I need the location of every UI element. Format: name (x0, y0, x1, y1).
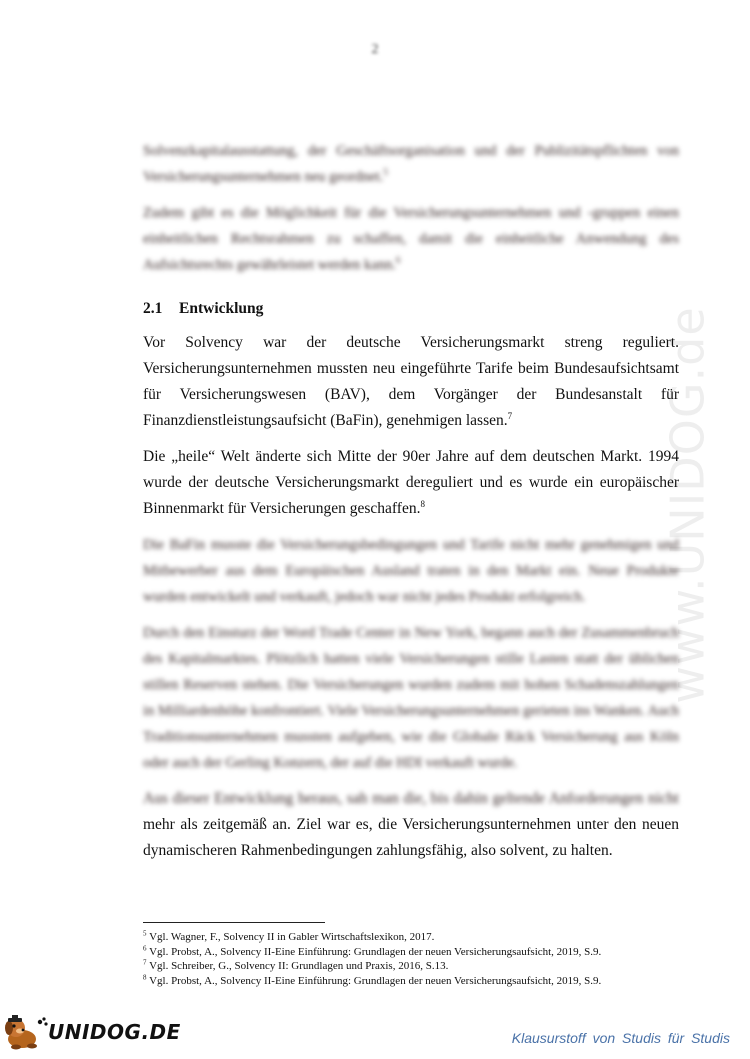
watermark-text: www.UNIDOG.de (661, 306, 715, 704)
logo-text: UNIDOG.DE (48, 1020, 181, 1044)
footnote-ref: 7 (507, 410, 513, 421)
page-number: 2 (371, 42, 379, 57)
paragraph-deregulation (143, 444, 679, 522)
paragraph-text: Solvenzkapitalausstattung, der Geschäftsorganisation und der Publizitätspflichten von Versicherungsunternehmen neu geordnet. (143, 143, 679, 185)
footnote-number: 8 (143, 972, 147, 981)
blurred-paragraph-1 (143, 138, 679, 190)
paragraph-text: Die „heile“ Welt änderte sich Mitte der 90er Jahre auf dem deutschen Markt. 1994 wurde der deutsche Versicherungsmarkt dereguliert und es wurde ein europäischer Binnenmarkt für Versicherungen geschaffen. (143, 448, 679, 517)
footnote (143, 945, 703, 960)
section-title: Entwicklung (179, 300, 264, 317)
paragraph-conclusion (143, 786, 679, 864)
footnote-ref: 6 (395, 255, 401, 266)
tagline: Klausurstoff von Studis für Studis (511, 1030, 730, 1046)
footnote (143, 974, 703, 989)
paragraph-text: Zudem gibt es die Möglichkeit für die Versicherungsunternehmen und -gruppen einen einheitlichen Rechtsrahmen zu schaffen, damit die einheitliche Anwendung des Aufsichtsrechts gewährleistet werden kann. (143, 205, 679, 273)
footnote-number: 6 (143, 943, 147, 952)
blurred-line: Aus dieser Entwicklung heraus, sah man die, bis dahin geltende Anforderungen nicht (143, 790, 679, 807)
footnote-text: Vgl. Wagner, F., Solvency II in Gabler Wirtschaftslexikon, 2017. (149, 931, 435, 943)
paragraph-text: Vor Solvency war der deutsche Versicherungsmarkt streng reguliert. Versicherungsunternehmen mussten neu eingeführte Tarife beim Bundesaufsichtsamt für Versicherungswesen (BAV), dem Vorgänger der Bundesanstalt für Finanzdienstleistungsaufsicht (BaFin), genehmigen lassen. (143, 334, 679, 429)
footnote-text: Vgl. Probst, A., Solvency II-Eine Einführung: Grundlagen der neuen Versicherungsaufsicht, 2019, S.9. (149, 945, 602, 958)
unidog-logo (2, 1012, 181, 1052)
footnote (143, 959, 703, 974)
footnote-text: Vgl. Probst, A., Solvency II-Eine Einführung: Grundlagen der neuen Versicherungsaufsicht, 2019, S.9. (149, 974, 602, 987)
footnote-number: 5 (143, 929, 147, 938)
paragraph-text: Durch den Einsturz der Word Trade Center in New York, begann auch der Zusammenbruch des Kapitalmarktes. Plötzlich hatten viele Versicherungen stille Lasten statt der üblichen stillen Reserven stehen. Die Versicherungen wurden zudem mit hohen Schadenszahlungen in Milliardenhöhe konfrontiert. Viele Versicherungsunternehmen gerieten ins Wanken. Auch Traditionsunternehmen mussten aufgeben, wie die Globale Räck Versicherung aus Köln oder auch der Gerling Konzern, der auf die HDI verkauft wurde. (143, 625, 679, 771)
blurred-paragraph-6 (143, 620, 679, 776)
footnote (143, 930, 703, 945)
footnote-number: 7 (143, 958, 147, 967)
paragraph-text: mehr als zeitgemäß an. Ziel war es, die Versicherungsunternehmen unter den neuen dynamischeren Rahmenbedingungen zahlungsfähig, also solvent, zu halten. (143, 816, 679, 859)
document-body (143, 138, 679, 874)
footnote-ref: 5 (383, 167, 388, 178)
paragraph-regulation (143, 330, 679, 434)
section-number: 2.1 (143, 300, 163, 317)
footnote-divider (143, 922, 325, 923)
footnotes (143, 930, 703, 988)
dog-mascot-icon (2, 1012, 50, 1052)
blurred-paragraph-5 (143, 532, 679, 610)
footnote-text: Vgl. Schreiber, G., Solvency II: Grundlagen und Praxis, 2016, S.13. (149, 960, 449, 972)
blurred-paragraph-2 (143, 200, 679, 278)
paragraph-text: Die BaFin musste die Versicherungsbedingungen und Tarife nicht mehr genehmigen und Mitbewerber aus dem Europäischen Ausland traten in den Markt ein. Neue Produkte wurden entwickelt und verkauft, jedoch war nicht jedes Produkt erfolgreich. (143, 537, 679, 605)
footnote-ref: 8 (420, 498, 425, 509)
section-heading (143, 300, 679, 318)
